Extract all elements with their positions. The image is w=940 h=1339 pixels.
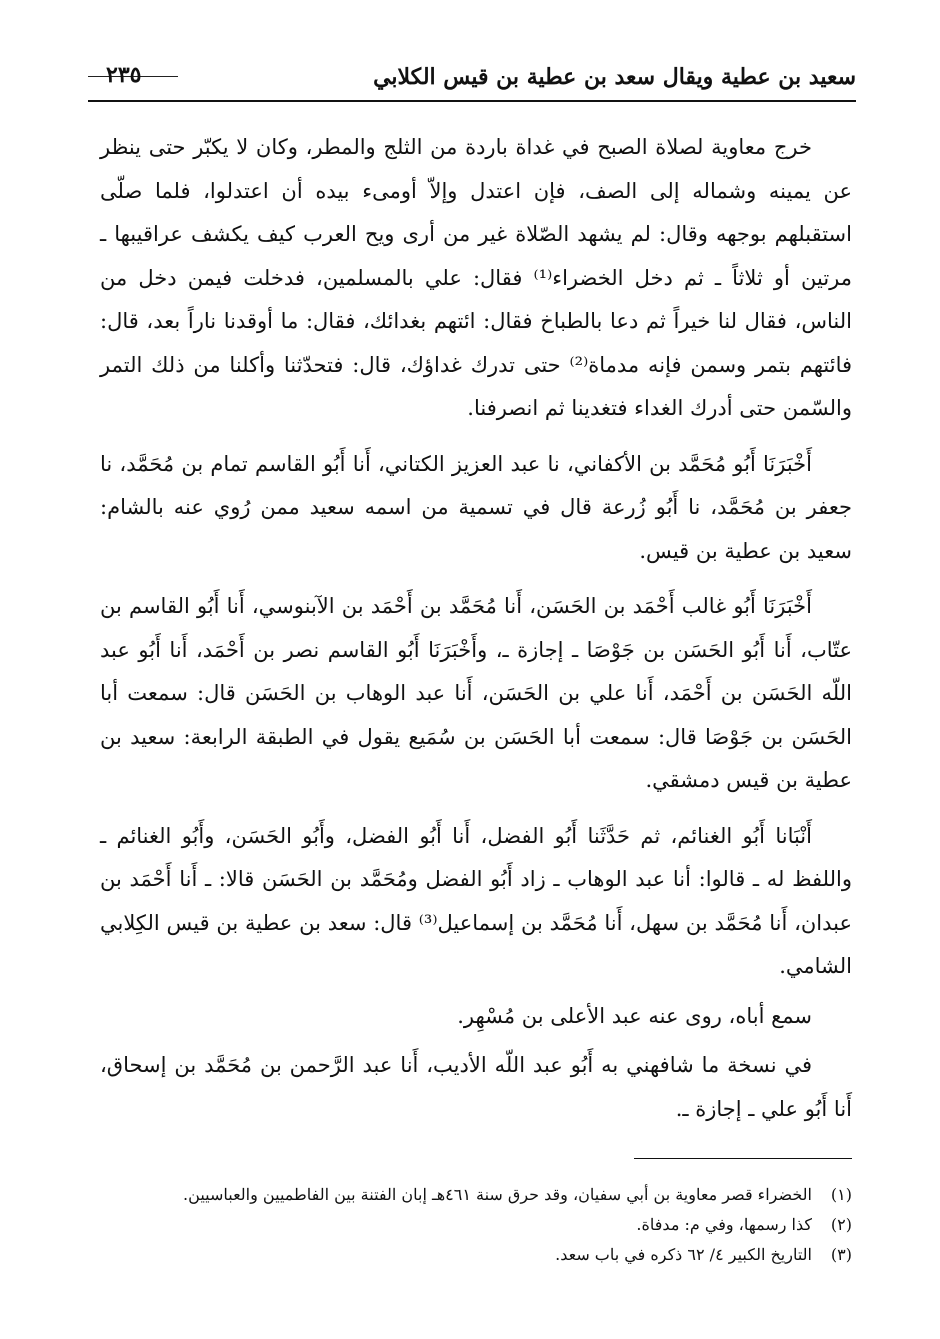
footnote-marker: (٢) [830,1215,852,1234]
page-header [88,62,856,102]
paragraph-muawiya-prayer: خرج معاوية لصلاة الصبح في غداة باردة من الثلج والمطر، وكان لا يكبّر حتى ينظر عن يمينه وشماله إلى الصف، فإن اعتدل وإلاّ أومىء بيده أن اعتدلوا، فلما صلّى استقبلهم بوجهه وقال: لم يشهد الصّلاة غير من أرى ويح العرب كيف يكشف عراقيبها ـ مرتين أو ثلاثاً ـ ثم دخل الخضراء⁽¹⁾ فقال: علي بالمسلمين، فدخلت فيمن دخل من الناس، فقال لنا خيراً ثم دعا بالطباخ فقال: ائتهم بغدائك، فقال: ما أوقدنا ناراً بعد، قال: فائتهم بتمر وسمن فإنه مدماة⁽²⁾ حتى تدرك غداؤك، قال: فتحدّثنا وأكلنا من ذلك التمر والسّمن حتى أدرك الغداء فتغدينا ثم انصرفنا. [100,135,853,420]
footnote-2 [92,1210,852,1240]
page-number: ٢٣٥ [106,62,142,88]
running-title: سعيد بن عطية ويقال سعد بن عطية بن قيس الكلابي [373,64,856,90]
paragraph-narrators: سمع أباه، روى عنه عبد الأعلى بن مُسْهِر. [457,1003,812,1028]
header-rule [88,100,856,102]
main-text [100,126,852,1143]
footnote-text: التاريخ الكبير ٤/ ٦٢ ذكره في باب سعد. [555,1245,812,1264]
footnote-marker: (٣) [830,1245,852,1264]
footnote-text: كذا رسمها، وفي م: مدفاة. [636,1215,812,1234]
paragraph-isnad-abu-zura: أَخْبَرَنَا أَبُو مُحَمَّد بن الأكفاني، نا عبد العزيز الكتاني، أَنا أَبُو القاسم تمام بن مُحَمَّد، نا جعفر بن مُحَمَّد، نا أَبُو زُرعة قال في تسمية من اسمه سعيد ممن رُوي عنه بالشام: سعيد بن عطية بن قيس. [100,451,852,563]
footnote-1 [92,1180,852,1210]
footnote-3 [92,1240,852,1270]
paragraph-isnad-bukhari: أَنْبَانا أَبُو الغنائم، ثم حَدَّثَنا أَبُو الفضل، أَنا أَبُو الفضل، وأَبُو الحَسَن، وأَبُو الغنائم ـ واللفظ له ـ قالوا: أنا عبد الوهاب ـ زاد أَبُو الفضل ومُحَمَّد بن الحَسَن قالا: ـ أَنا أَحْمَد بن عبدان، أَنا مُحَمَّد بن سهل، أَنا مُحَمَّد بن إسماعيل⁽³⁾ قال: سعد بن عطية بن قيس الكِلابي الشامي. [100,823,853,978]
footnote-text: الخضراء قصر معاوية بن أبي سفيان، وقد حرق سنة ٤٦١هـ إبان الفتنة بين الفاطميين والعباسيين. [183,1185,812,1204]
footnote-marker: (١) [830,1185,852,1204]
footnotes [92,1180,852,1270]
paragraph-isnad-ibn-jawsa: أَخْبَرَنَا أَبُو غالب أَحْمَد بن الحَسَن، أَنا مُحَمَّد بن أَحْمَد بن الآبنوسي، أَنا أَبُو القاسم بن عتّاب، أَنا أَبُو الحَسَن بن جَوْصَا ـ إجازة ـ، وأَخْبَرَنَا أَبُو القاسم نصر بن أَحْمَد، أَنا أَبُو عبد اللّه الحَسَن بن أَحْمَد، أَنا علي بن الحَسَن، أَنا عبد الوهاب بن الحَسَن قال: سمعت أبا الحَسَن بن جَوْصَا قال: سمعت أبا الحَسَن بن سُمَيع يقول في الطبقة الرابعة: سعيد بن عطية بن قيس دمشقي. [100,594,852,792]
paragraph-copy-note: في نسخة ما شافهني به أَبُو عبد اللّه الأديب، أَنا عبد الرَّحمن بن مُحَمَّد بن إسحاق، أَنا أَبُو علي ـ إجازة ـ. [100,1053,852,1121]
footnote-rule [634,1158,852,1159]
